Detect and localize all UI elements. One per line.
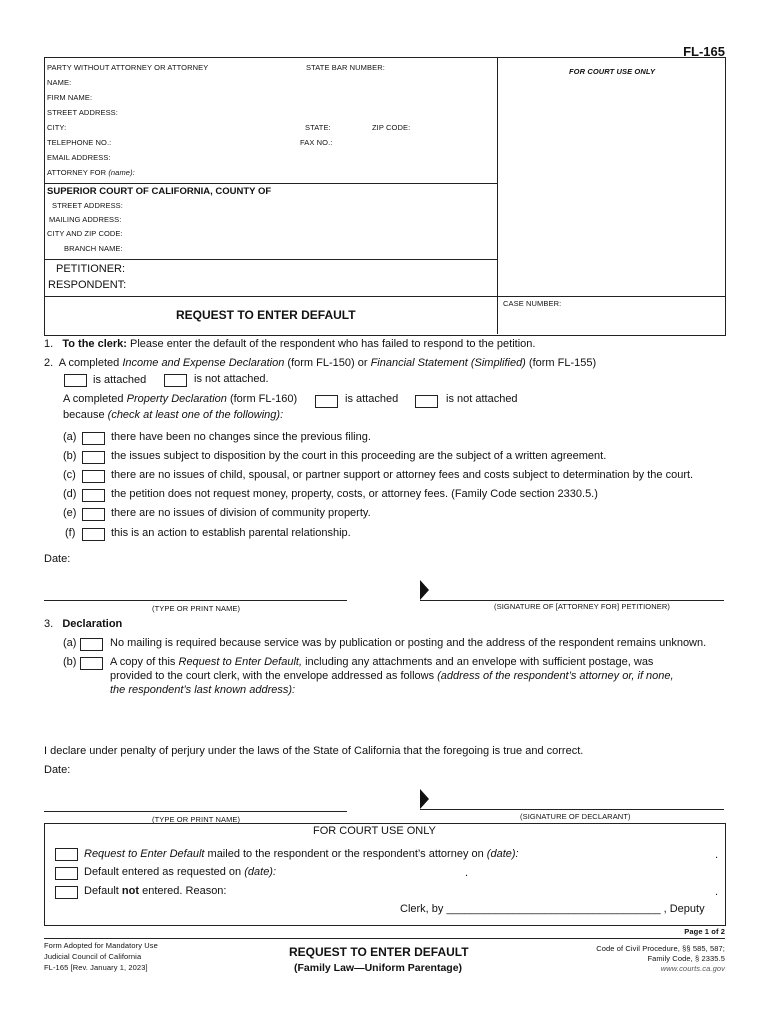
footer-rule <box>44 938 725 939</box>
default-entered-desc: Default entered as requested on <box>84 866 242 878</box>
default-entered-text <box>84 866 276 878</box>
form-title: REQUEST TO ENTER DEFAULT <box>176 308 356 322</box>
footer-right-3[interactable]: www.courts.ca.gov <box>660 964 725 973</box>
income-expense-title: Income and Expense Declaration <box>122 357 285 369</box>
default-not-entered-dot: . <box>715 886 719 898</box>
property-text-b: (form FL-160) <box>229 393 298 405</box>
option-d-checkbox[interactable] <box>82 489 105 502</box>
because-label: because <box>63 409 105 421</box>
footer-subtitle: (Family Law—Uniform Parentage) <box>294 962 463 974</box>
footer-title: REQUEST TO ENTER DEFAULT <box>289 945 469 959</box>
option-e-checkbox[interactable] <box>82 508 105 521</box>
option-c-text: there are no issues of child, spousal, or partner support or attorney fees and costs subject to determination by the court. <box>111 469 694 481</box>
item-1-text: Please enter the default of the respondent who has failed to respond to the petition. <box>130 338 536 350</box>
print-name-line-2[interactable] <box>44 811 347 812</box>
court-mailed-dot: . <box>715 849 719 861</box>
default-entered-checkbox[interactable] <box>55 867 78 880</box>
option-b-checkbox[interactable] <box>82 451 105 464</box>
signature-declarant-label: (SIGNATURE OF DECLARANT) <box>520 812 631 821</box>
divider-title <box>44 296 725 297</box>
fl160-attached-checkbox[interactable] <box>315 395 338 408</box>
court-city-zip-field[interactable]: CITY AND ZIP CODE: <box>47 229 123 238</box>
court-mailing-field[interactable]: MAILING ADDRESS: <box>49 215 122 224</box>
item-1 <box>44 338 535 350</box>
name-field[interactable]: NAME: <box>47 78 72 87</box>
decl-a-checkbox[interactable] <box>80 638 103 651</box>
fl150-attached-checkbox[interactable] <box>64 374 87 387</box>
footer-right-2: Family Code, § 2335.5 <box>647 954 725 963</box>
page-number: Page 1 of 2 <box>684 927 725 936</box>
decl-b-form-title: Request to Enter Default, <box>178 656 303 668</box>
item-2-text-c: (form FL-155) <box>528 357 597 369</box>
property-decl-line <box>63 393 297 405</box>
type-print-name-1: (TYPE OR PRINT NAME) <box>152 604 241 613</box>
fl150-not-attached-label: is not attached. <box>194 373 269 385</box>
attorney-for-name-label: (name): <box>108 168 135 177</box>
divider-parties <box>44 259 498 260</box>
footer-left-1: Form Adopted for Mandatory Use <box>44 941 158 950</box>
item-3-num: 3. <box>44 618 54 630</box>
option-f-checkbox[interactable] <box>82 528 105 541</box>
court-use-label: FOR COURT USE ONLY <box>569 67 656 76</box>
decl-a-label: (a) <box>63 637 77 649</box>
attorney-for-label: ATTORNEY FOR <box>47 168 107 177</box>
decl-b-text-b: including any attachments and an envelope with sufficient postage, was <box>305 656 654 668</box>
declaration-title: Declaration <box>62 618 123 630</box>
decl-b-text-c: provided to the court clerk, with the envelope addressed as follows <box>110 670 435 682</box>
decl-a-text: No mailing is required because service was by publication or posting and the address of the respondent remains unknown. <box>110 637 707 649</box>
option-f-label: (f) <box>65 527 76 539</box>
option-e-text: there are no issues of division of community property. <box>111 507 371 519</box>
default-not-entered-text <box>84 885 226 897</box>
header-divider <box>497 57 498 334</box>
fl150-attached-label: is attached <box>93 374 147 386</box>
option-a-label: (a) <box>63 431 77 443</box>
date-label-1: Date: <box>44 553 71 565</box>
footer-left-2: Judicial Council of California <box>44 952 142 961</box>
type-print-name-2: (TYPE OR PRINT NAME) <box>152 815 241 824</box>
property-text-a: A completed <box>63 393 124 405</box>
default-entered-dot: . <box>465 867 469 879</box>
court-use-title: FOR COURT USE ONLY <box>313 825 436 837</box>
decl-b-text-e: the respondent’s last known address): <box>110 684 296 696</box>
default-not-entered-not: not <box>121 885 140 897</box>
email-field[interactable]: EMAIL ADDRESS: <box>47 153 111 162</box>
petitioner-field[interactable]: PETITIONER: <box>56 263 126 275</box>
decl-b-line3 <box>110 684 295 696</box>
court-mailed-date-label: (date): <box>486 848 519 860</box>
court-title: SUPERIOR COURT OF CALIFORNIA, COUNTY OF <box>47 186 272 197</box>
firm-name-field[interactable]: FIRM NAME: <box>47 93 93 102</box>
signature-line-1[interactable] <box>420 600 724 601</box>
item-1-num: 1. <box>44 338 54 350</box>
attorney-for-field[interactable] <box>47 168 135 177</box>
decl-b-text-d: (address of the respondent’s attorney or, if none, <box>437 670 674 682</box>
option-b-label: (b) <box>63 450 77 462</box>
state-bar-label: STATE BAR NUMBER: <box>306 63 385 72</box>
because-line <box>63 409 283 421</box>
financial-statement-title: Financial Statement (Simplified) <box>370 357 526 369</box>
decl-b-text-a: A copy of this <box>110 656 176 668</box>
court-mailed-checkbox[interactable] <box>55 848 78 861</box>
default-not-entered-a: Default <box>84 885 119 897</box>
default-entered-date-label: (date): <box>244 866 277 878</box>
divider-court <box>44 183 498 184</box>
item-2 <box>44 357 596 369</box>
form-number: FL-165 <box>683 44 725 59</box>
option-a-text: there have been no changes since the previous filing. <box>111 431 371 443</box>
option-d-label: (d) <box>63 488 77 500</box>
option-b-text: the issues subject to disposition by the court in this proceeding are the subject of a written agreement. <box>111 450 607 462</box>
court-mailed-form: Request to Enter Default <box>84 848 205 860</box>
default-not-entered-reason: entered. Reason: <box>142 885 227 897</box>
print-name-line-1[interactable] <box>44 600 347 601</box>
date-label-2: Date: <box>44 764 71 776</box>
perjury-statement: I declare under penalty of perjury under the laws of the State of California that the foregoing is true and correct. <box>44 745 584 757</box>
signature-attorney-label: (SIGNATURE OF [ATTORNEY FOR] PETITIONER) <box>494 602 670 611</box>
decl-b-checkbox[interactable] <box>80 657 103 670</box>
option-a-checkbox[interactable] <box>82 432 105 445</box>
option-c-label: (c) <box>63 469 76 481</box>
fl150-not-attached-checkbox[interactable] <box>164 374 187 387</box>
item-3 <box>44 618 122 630</box>
sign-arrow-icon <box>420 580 429 600</box>
item-2-text-a: A completed <box>58 357 120 369</box>
zip-field[interactable]: ZIP CODE: <box>372 123 411 132</box>
item-1-lead: To the clerk: <box>62 338 127 350</box>
option-d-text: the petition does not request money, property, costs, or attorney fees. (Family Code section 2330.5.) <box>111 488 598 500</box>
item-2-num: 2. <box>44 357 54 369</box>
court-street-field[interactable]: STREET ADDRESS: <box>52 201 123 210</box>
option-f-text: this is an action to establish parental relationship. <box>111 527 351 539</box>
city-field[interactable]: CITY: <box>47 123 67 132</box>
clerk-line[interactable]: Clerk, by ___________________________________ , Deputy <box>400 903 705 915</box>
option-c-checkbox[interactable] <box>82 470 105 483</box>
court-mailed-text <box>84 848 519 860</box>
fl160-not-attached-checkbox[interactable] <box>415 395 438 408</box>
property-decl-title: Property Declaration <box>126 393 227 405</box>
state-field[interactable]: STATE: <box>305 123 331 132</box>
branch-name-field[interactable]: BRANCH NAME: <box>64 244 123 253</box>
footer-right-1: Code of Civil Procedure, §§ 585, 587; <box>596 944 725 953</box>
decl-b-label: (b) <box>63 656 77 668</box>
fl160-attached-label: is attached <box>345 393 399 405</box>
street-address-field[interactable]: STREET ADDRESS: <box>47 108 118 117</box>
party-label: PARTY WITHOUT ATTORNEY OR ATTORNEY <box>47 63 209 72</box>
signature-line-2[interactable] <box>420 809 724 810</box>
telephone-field[interactable]: TELEPHONE NO.: <box>47 138 112 147</box>
default-not-entered-checkbox[interactable] <box>55 886 78 899</box>
footer-left-3: FL-165 [Rev. January 1, 2023] <box>44 963 148 972</box>
case-number-field[interactable]: CASE NUMBER: <box>503 299 562 308</box>
decl-b-line2 <box>110 670 674 682</box>
sign-arrow-icon-2 <box>420 789 429 809</box>
because-note: (check at least one of the following): <box>107 409 284 421</box>
item-2-text-b: (form FL-150) or <box>287 357 368 369</box>
decl-b-line1 <box>110 656 653 668</box>
fl160-not-attached-label: is not attached <box>446 393 518 405</box>
respondent-field[interactable]: RESPONDENT: <box>48 279 127 291</box>
court-mailed-desc: mailed to the respondent or the respondent’s attorney on <box>207 848 484 860</box>
option-e-label: (e) <box>63 507 77 519</box>
fax-field[interactable]: FAX NO.: <box>300 138 333 147</box>
